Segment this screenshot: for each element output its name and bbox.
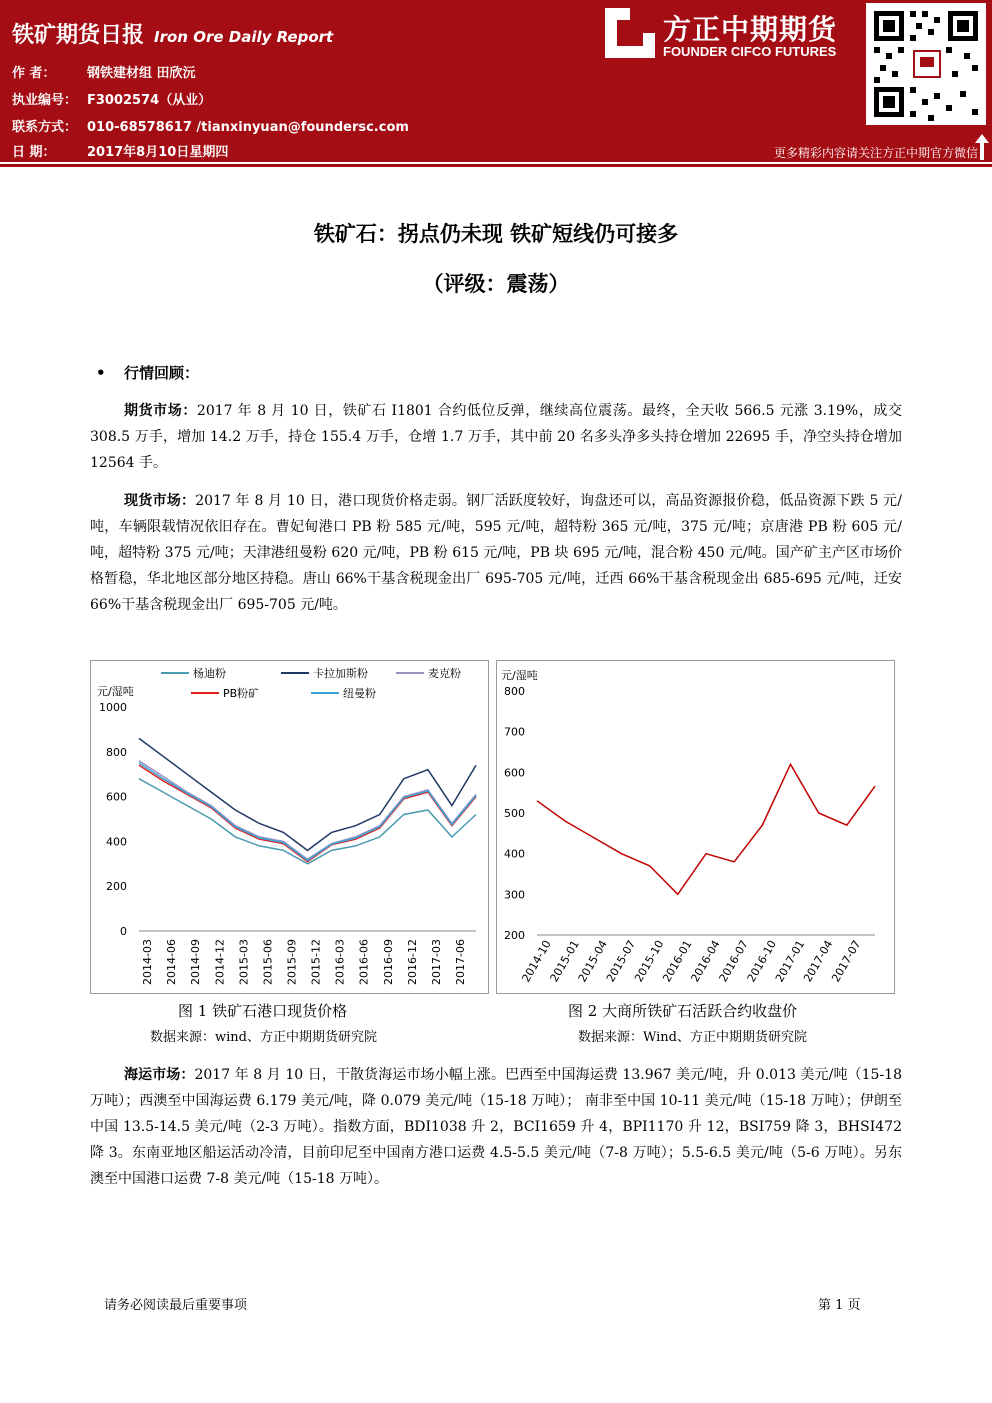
x-tick-label: 2016-07: [716, 938, 751, 985]
x-tick-label: 2015-07: [603, 938, 639, 985]
x-tick-label: 2014-10: [519, 938, 554, 985]
x-tick-label: 2016-10: [744, 938, 780, 985]
x-tick-label: 2014-12: [213, 939, 227, 985]
x-tick-label: 2015-12: [309, 939, 323, 985]
x-tick-label: 2015-06: [261, 939, 275, 985]
company-logo: [605, 6, 860, 62]
legend-label: 杨迪粉: [193, 667, 226, 680]
date-row: [12, 141, 228, 160]
report-title-block: [12, 18, 333, 49]
x-tick-label: 2017-01: [772, 938, 808, 985]
spot-paragraph: [90, 488, 902, 618]
x-tick-label: 2016-06: [357, 939, 371, 985]
spot-lead: 现货市场：: [124, 493, 196, 509]
section-heading: [96, 362, 199, 383]
y-axis-label-1: 元/湿吨: [97, 685, 134, 698]
x-tick-label: 2016-03: [333, 939, 347, 985]
date-value: 2017年8月10日星期四: [87, 145, 229, 160]
x-tick-label: 2016-09: [381, 939, 395, 985]
license-value: F3002574（从业）: [87, 93, 212, 108]
x-tick-label: 2015-01: [547, 938, 582, 985]
report-name: 铁矿期货日报: [12, 23, 145, 48]
y-tick-label: 300: [504, 888, 525, 902]
legend-label: PB粉矿: [223, 687, 260, 700]
figure1-caption: 图 1 铁矿石港口现货价格: [178, 1002, 348, 1020]
y-tick-label: 400: [106, 835, 127, 849]
x-tick-label: 2014-03: [141, 939, 155, 985]
bullet-icon: •: [96, 364, 106, 382]
series-line-close-price: [537, 764, 875, 894]
figure2-caption: 图 2 大商所铁矿石活跃合约收盘价: [568, 1002, 798, 1020]
y-axis-label-2: 元/湿吨: [501, 669, 538, 682]
y-tick-label: 200: [504, 929, 525, 942]
report-headline: 铁矿石：拐点仍未现 铁矿短线仍可接多: [313, 222, 679, 246]
figure2-source: 数据来源：Wind、方正中期期货研究院: [578, 1030, 807, 1045]
figure1-source: 数据来源：wind、方正中期期货研究院: [150, 1030, 377, 1045]
shipping-paragraph: [90, 1062, 902, 1192]
x-tick-label: 2014-09: [189, 939, 203, 985]
y-tick-label: 0: [120, 925, 127, 938]
y-tick-label: 600: [504, 766, 525, 780]
brand-name-en: FOUNDER CIFCO FUTURES: [663, 44, 837, 59]
x-tick-label: 2017-04: [801, 938, 836, 985]
chart2-svg: [497, 661, 894, 993]
futures-lead: 期货市场：: [124, 403, 197, 419]
chart1-svg: [91, 661, 488, 993]
x-tick-label: 2015-09: [285, 939, 299, 985]
spot-text: 2017 年 8 月 10 日，港口现货价格走弱。钢厂活跃度较好，询盘还可以，高品资源报价稳，低品资源下跌 5 元/吨，车辆限载情况依旧存在。曹妃甸港口 PB 粉 585 元/吨，595 元/吨，超特粉 365 元/吨，375 元/吨；京唐港 PB 粉 605 元/吨，超特粉 375 元/吨；天津港纽曼粉 620 元/吨，PB 粉 615 元/吨，PB 块 695 元/吨，混合粉 450 元/吨。国产矿主产区市场价格暂稳，华北地区部分地区持稳。唐山 66%干基含税现金出厂 695-705 元/吨，迁西 66%干基含税现金出 685-695 元/吨，迁安 66%干基含税现金出厂 695-705 元/吨。: [90, 493, 903, 613]
futures-paragraph: [90, 398, 902, 476]
y-tick-label: 700: [504, 725, 525, 739]
x-tick-label: 2015-03: [237, 939, 251, 985]
date-key: 日 期：: [12, 145, 56, 160]
x-tick-label: 2016-04: [688, 938, 723, 985]
y-tick-label: 500: [504, 807, 525, 820]
header-divider: [0, 164, 992, 167]
contact-value: 010-68578617 /tianxinyuan@foundersc.com: [87, 120, 409, 135]
futures-text: 2017 年 8 月 10 日，铁矿石 I1801 合约低位反弹，继续高位震荡。最终，全天收 566.5 元涨 3.19%，成交 308.5 万手，增加 14.2 万手，持仓 155.4 万手，仓增 1.7 万手，其中前 20 名多头净多头持仓增加 22695 手，净空头持仓增加 12564 手。: [90, 403, 902, 471]
x-tick-label: 2014-06: [165, 939, 179, 985]
brand-name-cn: 方正中期期货: [663, 13, 838, 46]
wechat-qr-code-icon: [866, 3, 986, 125]
report-name-en: Iron Ore Daily Report: [154, 28, 334, 46]
x-tick-label: 2017-06: [453, 939, 467, 985]
x-tick-label: 2015-04: [575, 938, 611, 985]
license-key: 执业编号：: [12, 93, 78, 108]
footer-notice: 请务必阅读最后重要事项: [104, 1298, 248, 1313]
report-header: [0, 0, 992, 162]
shipping-lead: 海运市场：: [124, 1067, 195, 1083]
author-row: [12, 62, 196, 81]
logo-mark-icon: [605, 8, 655, 58]
y-tick-label: 200: [106, 880, 127, 894]
shipping-text: 2017 年 8 月 10 日，干散货海运市场小幅上涨。巴西至中国海运费 13.967 美元/吨，升 0.013 美元/吨（15-18 万吨）；西澳至中国海运费 6.179 美元/吨，降 0.079 美元/吨（15-18 万吨）； 南非至中国 10-11 美元/吨（15-18 万吨）；伊朗至中国 13.5-14.5 美元/吨（2-3 万吨）。指数方面，BDI1038 升 2，BCI1659 升 4，BPI1170 升 12，BSI759 降 3，BHSI472 降 3。东南亚地区船运活动冷清，目前印尼至中国南方港口运费 4.5-5.5 美元/吨（7-8 万吨）；5.5-6.5 美元/吨（5-6 万吨）。另东澳至中国港口运费 7-8 美元/吨（15-18 万吨）。: [90, 1067, 902, 1187]
series-line-PB粉矿: [139, 765, 476, 861]
x-tick-label: 2016-01: [660, 938, 695, 985]
contact-key: 联系方式：: [12, 120, 78, 135]
author-value: 钢铁建材组 田欣沅: [87, 66, 196, 81]
y-tick-label: 400: [504, 847, 525, 861]
y-tick-label: 800: [106, 745, 127, 759]
page-number: 第 1 页: [818, 1298, 861, 1313]
legend-label: 麦克粉: [428, 667, 461, 680]
y-tick-label: 1000: [99, 701, 127, 714]
y-tick-label: 800: [504, 685, 525, 698]
series-line-纽曼粉: [139, 763, 476, 860]
y-tick-label: 600: [106, 790, 127, 804]
follow-wechat-text: 更多精彩内容请关注方正中期官方微信: [773, 146, 978, 160]
x-tick-label: 2017-07: [829, 938, 864, 985]
report-rating: （评级：震荡）: [422, 272, 570, 296]
section-title: 行情回顾：: [124, 364, 200, 382]
legend-label: 卡拉加斯粉: [313, 667, 368, 680]
legend-label: 纽曼粉: [343, 687, 376, 700]
chart-dce-close-price: [496, 660, 895, 994]
x-tick-label: 2016-12: [405, 939, 419, 985]
license-row: [12, 89, 211, 108]
author-key: 作 者：: [12, 66, 56, 81]
contact-row: [12, 116, 409, 135]
chart-port-spot-price: [90, 660, 489, 994]
x-tick-label: 2017-03: [429, 939, 443, 985]
x-tick-label: 2015-10: [632, 938, 667, 985]
